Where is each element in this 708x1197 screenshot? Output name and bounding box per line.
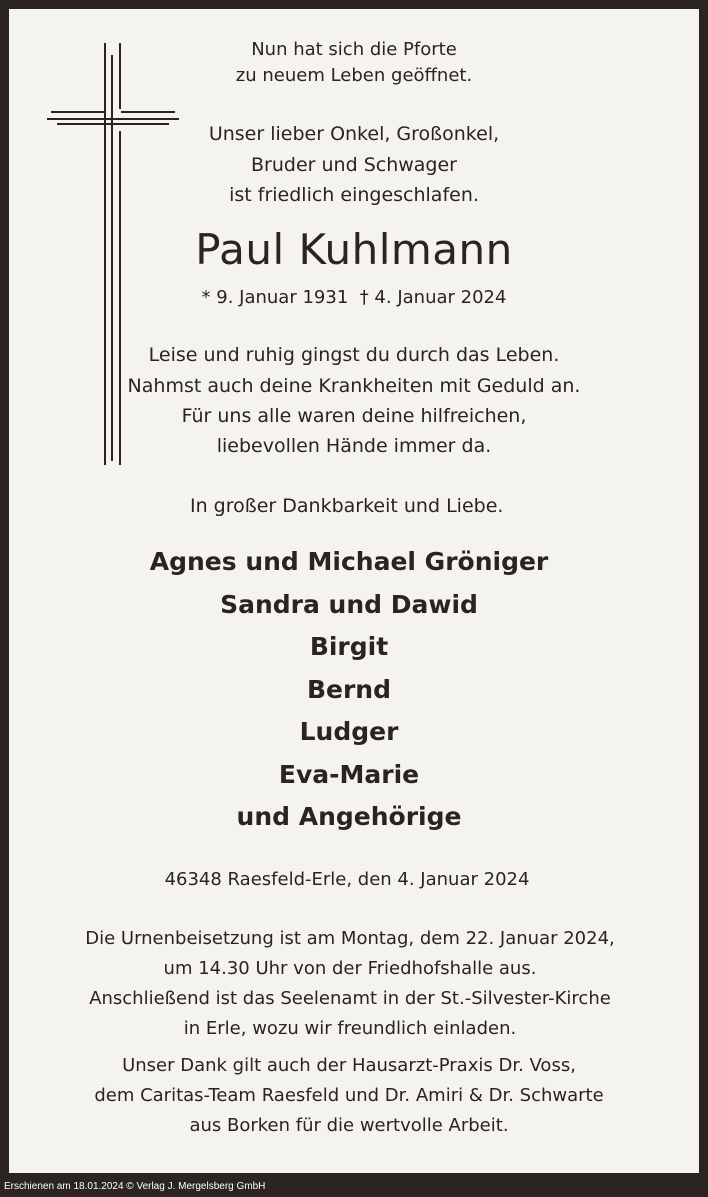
poem-line-2: Nahmst auch deine Krankheiten mit Geduld an.	[127, 375, 581, 397]
funeral-line-2: um 14.30 Uhr von der Friedhofshalle aus.	[163, 958, 537, 979]
poem-line-4: liebevollen Hände immer da.	[216, 435, 492, 457]
mourner-7: und Angehörige	[236, 802, 462, 831]
thanks-line-1: Unser Dank gilt auch der Hausarzt-Praxis Dr. Voss,	[122, 1055, 576, 1076]
intro-line-3: ist friedlich eingeschlafen.	[229, 184, 479, 206]
poem-line-3: Für uns alle waren deine hilfreichen,	[181, 405, 527, 427]
mourner-5: Ludger	[299, 717, 399, 746]
thanks-line-2: dem Caritas-Team Raesfeld und Dr. Amiri & Dr. Schwarte	[94, 1085, 604, 1106]
mourner-2: Sandra und Dawid	[220, 590, 478, 619]
quote-line-2: zu neuem Leben geöffnet.	[235, 65, 473, 86]
funeral-line-3: Anschließend ist das Seelenamt in der St.-Silvester-Kirche	[89, 988, 611, 1009]
obituary-notice	[9, 9, 699, 1173]
mourner-4: Bernd	[306, 675, 392, 704]
deceased-name: Paul Kuhlmann	[195, 225, 513, 274]
place-date: 46348 Raesfeld-Erle, den 4. Januar 2024	[164, 869, 530, 890]
mourner-1: Agnes und Michael Gröniger	[149, 547, 549, 576]
mourner-6: Eva-Marie	[278, 760, 420, 789]
funeral-line-4: in Erle, wozu wir freundlich einladen.	[183, 1018, 517, 1039]
gratitude-text: In großer Dankbarkeit und Liebe.	[190, 495, 504, 517]
intro-line-2: Bruder und Schwager	[251, 154, 457, 176]
mourner-3: Birgit	[309, 632, 389, 661]
thanks-line-3: aus Borken für die wertvolle Arbeit.	[189, 1115, 509, 1136]
publication-footer: Erschienen am 18.01.2024 © Verlag J. Mergelsberg GmbH	[4, 1181, 266, 1192]
intro-line-1: Unser lieber Onkel, Großonkel,	[208, 123, 500, 145]
life-dates: * 9. Januar 1931 † 4. Januar 2024	[201, 287, 507, 308]
quote-line-1: Nun hat sich die Pforte	[251, 39, 457, 60]
poem-line-1: Leise und ruhig gingst du durch das Leben.	[148, 344, 560, 366]
funeral-line-1: Die Urnenbeisetzung ist am Montag, dem 22. Januar 2024,	[85, 928, 615, 949]
